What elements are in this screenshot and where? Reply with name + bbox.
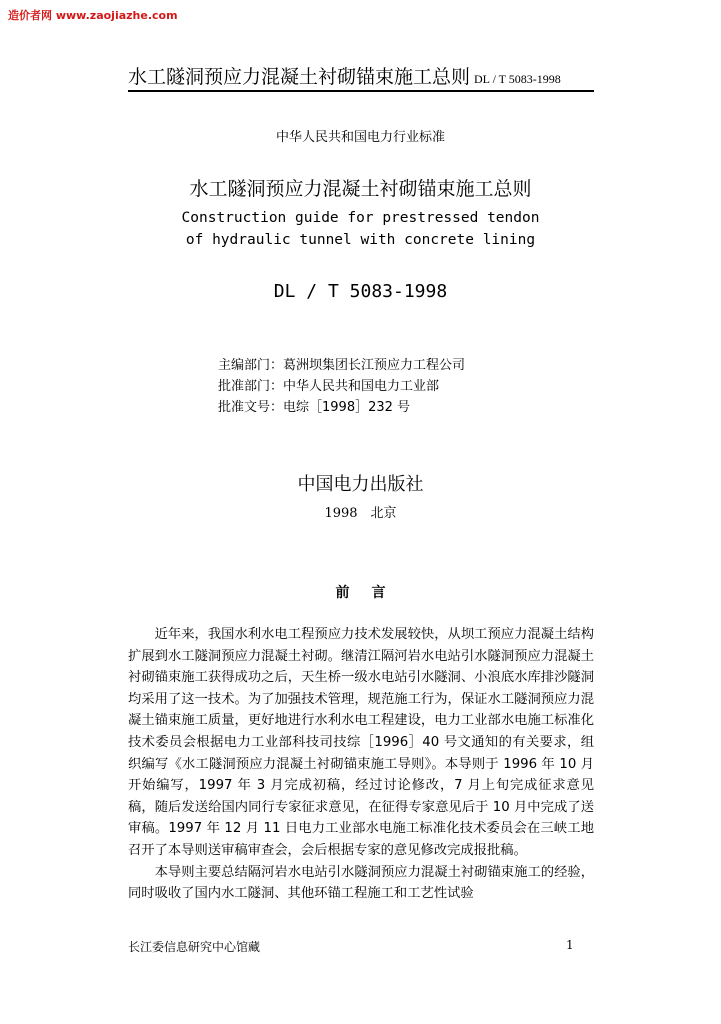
info-approver: 批准部门：中华人民共和国电力工业部 — [218, 379, 440, 394]
watermark-link[interactable]: 造价者网 www.zaojiazhe.com — [8, 9, 178, 22]
english-title-line-1: Construction guide for prestressed tendon — [181, 210, 540, 226]
paragraph: 本导则主要总结隔河岩水电站引水隧洞预应力混凝土衬砌锚束施工的经验，同时吸收了国内水工隧洞、其他环锚工程施工和工艺性试验 — [128, 864, 594, 902]
info-editor: 主编部门：葛洲坝集团长江预应力工程公司 — [218, 358, 466, 373]
page-number: 1 — [566, 938, 574, 952]
publication-date: 1998 北京 — [324, 506, 397, 521]
footer-collection-note: 长江委信息研究中心馆藏 — [128, 940, 261, 954]
foreword-body — [128, 624, 594, 905]
publisher: 中国电力出版社 — [297, 474, 424, 495]
document-title: 水工隧洞预应力混凝土衬砌锚束施工总则 — [189, 178, 532, 200]
paragraph: 近年来，我国水利水电工程预应力技术发展较快，从坝工预应力混凝土结构扩展到水工隧洞预应力混凝土衬砌。继清江隔河岩水电站引水隧洞预应力混凝土衬砌锚束施工获得成功之后，天生桥一级水电站引水隧洞、小浪底水库排沙隧洞均采用了这一技术。为了加强技术管理，规范施工行为，保证水工隧洞预应力混凝土锚束施工质量，更好地进行水利水电工程建设，电力工业部水电施工标准化技术委员会根据电力工业部科技司技综［1996］40 号文通知的有关要求，组织编写《水工隧洞预应力混凝土衬砌锚束施工导则》。本导则于 1996 年 10 月开始编写，1997 年 3 月完成初稿，经过讨论修改，7 月上旬完成征求意见稿，随后发送给国内同行专家征求意见，在征得专家意见后于 10 月中完成了送审稿。1997 年 12 月 11 日电力工业部水电施工标准化技术委员会在三峡工地召开了本导则送审稿审查会，会后根据专家的意见修改完成报批稿。 — [128, 627, 594, 858]
running-header-title: 水工隧洞预应力混凝土衬砌锚束施工总则 — [128, 66, 471, 88]
standard-category: 中华人民共和国电力行业标准 — [275, 130, 445, 145]
section-heading: 前言 — [335, 585, 408, 601]
approval-info — [218, 355, 465, 418]
english-title — [0, 207, 721, 251]
running-header-code: DL / T 5083-1998 — [474, 72, 561, 86]
english-title-line-2: of hydraulic tunnel with concrete lining — [185, 232, 536, 248]
info-approval-number: 批准文号：电综［1998］232 号 — [218, 400, 411, 415]
standard-code: DL / T 5083-1998 — [273, 281, 448, 302]
running-header — [128, 62, 594, 92]
